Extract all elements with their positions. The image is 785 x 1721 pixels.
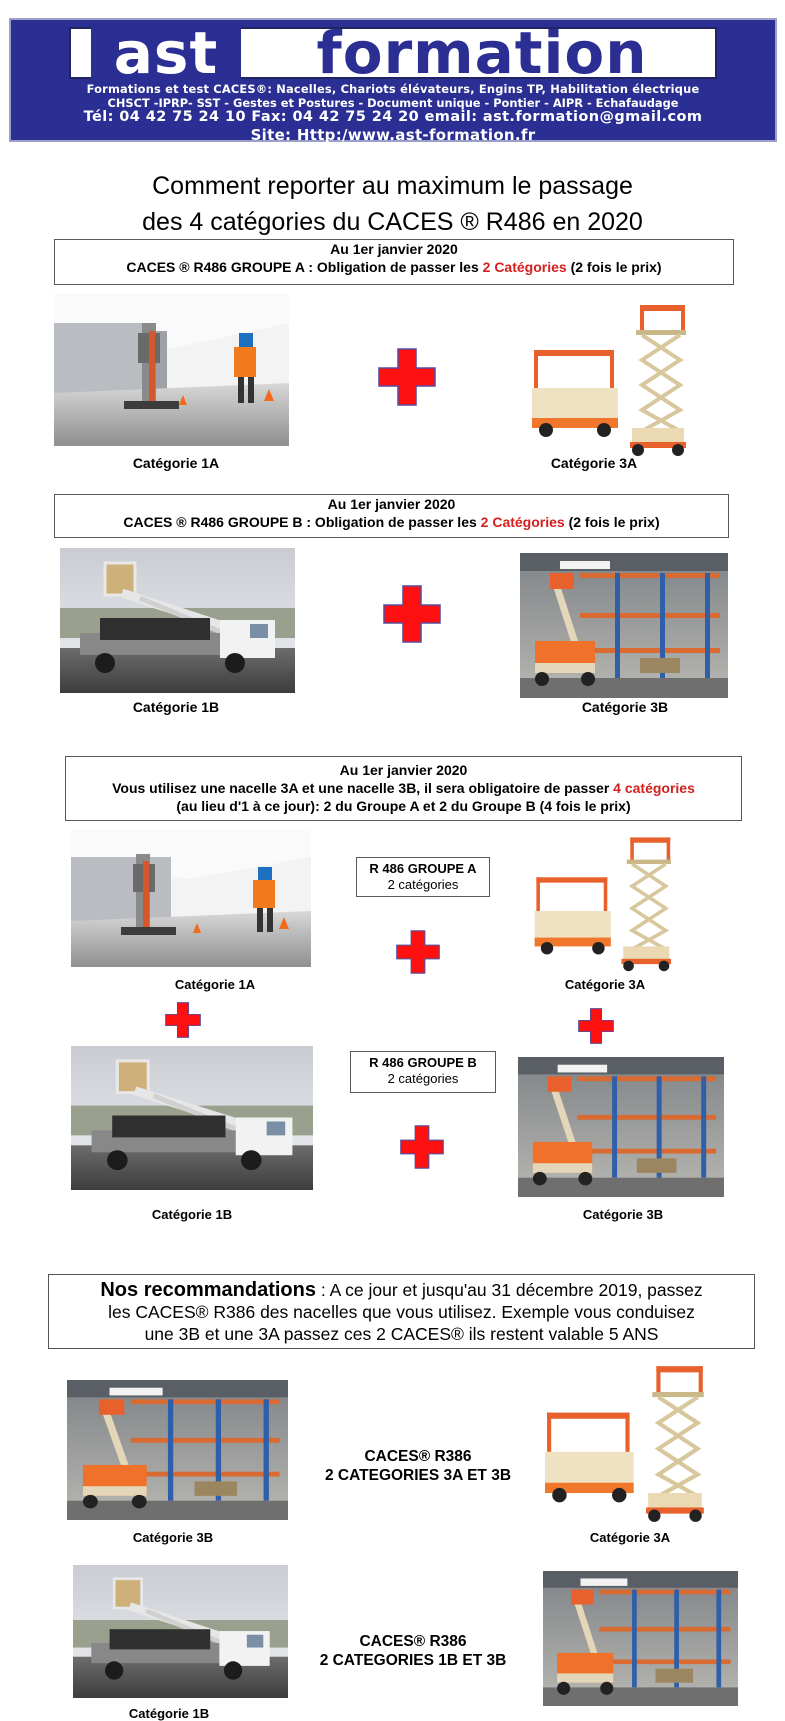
r386-row2-sub: 2 CATEGORIES 1B ET 3B [319,1652,507,1669]
banner-services-2: CHSCT -IPRP- SST - Gestes et Postures - Document unique - Pontier - AIPR - Echafaudage [107,96,679,110]
caption-1b-2: Catégorie 1B [151,1207,233,1222]
group-b-text: CACES ® R486 GROUPE B : Obligation de passer les 2 Catégories (2 fois le prix) [123,514,660,530]
four-categories-box [65,756,742,821]
banner-contact: Tél: 04 42 75 24 10 Fax: 04 42 75 24 20 email: ast.formation@gmail.com [83,109,703,125]
recommendations-line-1: Nos recommandations : A ce jour et jusqu'au 31 décembre 2019, passez [100,1279,703,1301]
plus-icon [578,1008,614,1044]
title-line-1: Comment reporter au maximum le passage [152,172,633,200]
photo-category-1a [54,293,289,446]
r386-row2-label [293,1632,533,1670]
group-a-label [356,857,490,897]
group-a-label-sub: 2 catégories [387,877,459,892]
photo-category-1a-2 [71,829,311,967]
group-b-label [350,1051,496,1093]
photo-category-3a-2 [518,833,693,973]
caption-3a: Catégorie 3A [550,455,638,471]
caption-r386-3a: Catégorie 3A [589,1530,671,1545]
logo-formation: formation [316,19,648,87]
page-title [60,168,725,240]
caption-3a-2: Catégorie 3A [564,977,646,992]
recommendations-title: Nos recommandations [100,1279,316,1301]
four-categories-date: Au 1er janvier 2020 [339,762,468,778]
caption-r386-1b: Catégorie 1B [128,1706,210,1721]
recommendations-line-3: une 3B et une 3A passez ces 2 CACES® ils restent valable 5 ANS [144,1324,659,1344]
caption-3b: Catégorie 3B [581,699,669,715]
group-b-label-title: R 486 GROUPE B [369,1055,477,1070]
logo-ast: ast [91,23,241,79]
header-banner [9,18,777,142]
r386-row1-sub: 2 CATEGORIES 3A ET 3B [324,1467,512,1484]
group-b-box [54,494,729,538]
plus-icon [378,348,436,406]
caption-1b: Catégorie 1B [132,699,220,715]
caption-1a-2: Catégorie 1A [174,977,256,992]
logo [69,19,717,87]
plus-icon [383,585,441,643]
banner-site: Site: Http:/www.ast-formation.fr [250,126,536,144]
photo-category-1b-2 [71,1046,313,1190]
photo-r386-3b-2 [543,1571,738,1706]
photo-category-1b [60,548,295,693]
r386-row1-title: CACES® R386 [364,1448,472,1465]
group-a-date: Au 1er janvier 2020 [330,241,458,257]
plus-icon [400,1125,444,1169]
recommendations-box [48,1274,755,1349]
photo-category-3a [532,300,692,458]
banner-services: Formations et test CACES®: Nacelles, Chariots élévateurs, Engins TP, Habilitation électrique [86,82,700,96]
plus-icon [165,1002,201,1038]
photo-r386-3b [67,1380,288,1520]
four-categories-text: Vous utilisez une nacelle 3A et une nacelle 3B, il sera obligatoire de passer 4 catégories [112,780,695,796]
r386-row2-title: CACES® R386 [359,1633,467,1650]
title-line-2: des 4 catégories du CACES ® R486 en 2020 [142,208,643,236]
caption-3b-2: Catégorie 3B [582,1207,664,1222]
four-categories-text-2: (au lieu d'1 à ce jour): 2 du Groupe A et 2 du Groupe B (4 fois le prix) [176,798,631,814]
plus-icon [396,930,440,974]
caption-r386-3b: Catégorie 3B [132,1530,214,1545]
photo-category-3b [520,553,728,698]
recommendations-line-2: les CACES® R386 des nacelles que vous utilisez. Exemple vous conduisez [108,1302,695,1322]
caption-1a: Catégorie 1A [132,455,220,471]
photo-r386-3a [545,1360,710,1525]
group-b-date: Au 1er janvier 2020 [327,496,456,512]
r386-row1-label [298,1447,538,1485]
group-a-label-title: R 486 GROUPE A [369,861,477,876]
photo-category-3b-2 [518,1057,724,1197]
group-a-text: CACES ® R486 GROUPE A : Obligation de passer les 2 Catégories (2 fois le prix) [126,259,662,275]
group-b-label-sub: 2 catégories [387,1071,459,1086]
group-a-box [54,239,734,285]
photo-r386-1b [73,1565,288,1698]
